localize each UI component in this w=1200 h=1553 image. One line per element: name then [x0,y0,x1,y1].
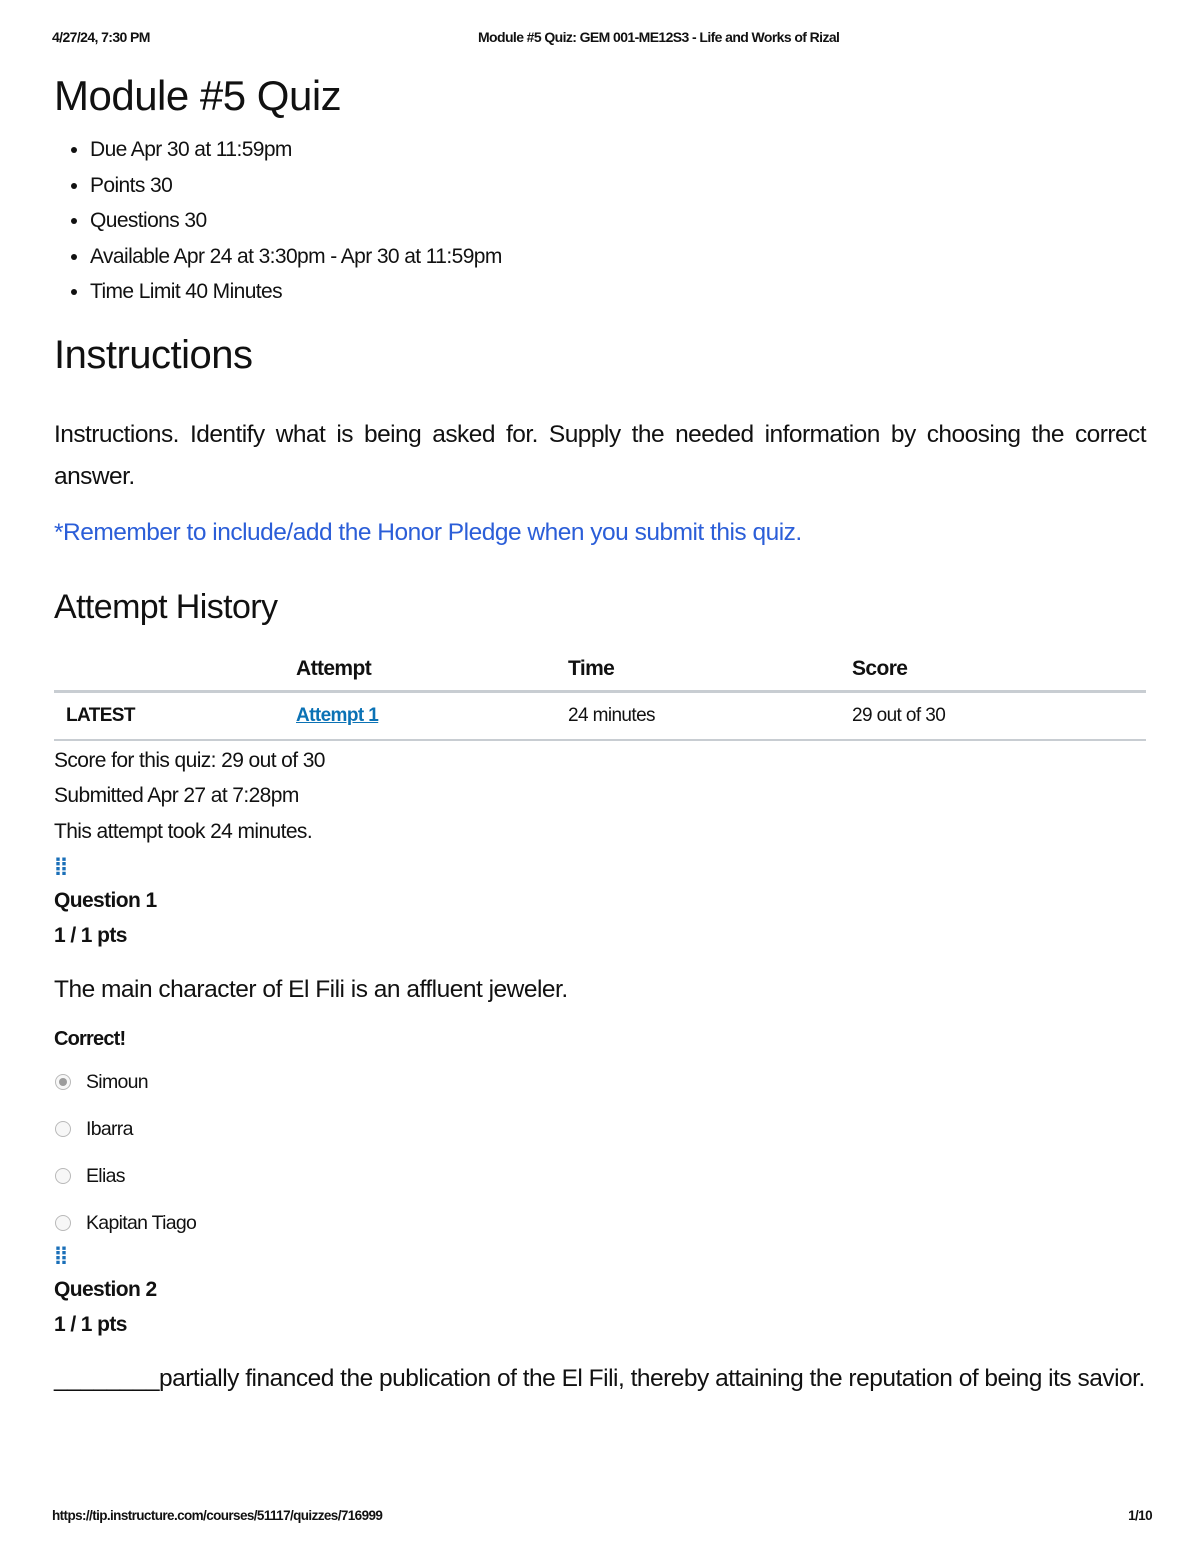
time-limit: • Time Limit 40 Minutes [90,274,1146,310]
print-header [52,29,1152,49]
question-title: Question 2 [54,1278,157,1301]
page-title: Module #5 Quiz [54,72,342,119]
question-title: Question 1 [54,889,157,912]
attempt-score: 29 out of 30 [852,691,1146,740]
quiz-summary [54,743,1146,850]
honor-pledge-note: *Remember to include/add the Honor Pledge when you submit this quiz. [54,518,802,546]
question-1 [54,853,1146,1238]
question-text: The main character of El Fili is an affluent jeweler. [54,976,568,1003]
table-header-row [54,649,1146,692]
radio-icon[interactable] [55,1215,71,1231]
points-total: • Points 30 [90,168,1146,204]
question-points: 1 / 1 pts [54,924,127,947]
correct-label: Correct! [54,1028,126,1050]
instructions-heading: Instructions [54,332,253,377]
quiz-details-list [54,132,1146,310]
quiz-content [54,70,1146,1400]
answer-option[interactable] [54,1208,1146,1238]
drag-handle-icon[interactable]: ⁞⁞ [54,854,66,881]
column-header-time: Time [568,649,852,692]
answer-option[interactable] [54,1067,1146,1097]
quiz-score: Score for this quiz: 29 out of 30 [54,748,325,772]
radio-icon[interactable] [55,1121,71,1137]
print-url: https://tip.instructure.com/courses/51117/quizzes/716999 [52,1508,383,1523]
question-2 [54,1242,1146,1400]
radio-selected-icon[interactable] [55,1074,71,1090]
attempt-status: LATEST [54,691,296,740]
column-header-score: Score [852,649,1146,692]
instructions-text: Instructions. Identify what is being asked for. Supply the needed information by choosing the correct answer. [54,420,1146,490]
answer-list [54,1067,1146,1238]
answer-label: Kapitan Tiago [86,1211,197,1234]
page-number: 1/10 [1128,1508,1152,1523]
attempt-cell [296,691,568,740]
drag-handle-icon[interactable]: ⁞⁞ [54,1243,66,1270]
question-text: ________partially financed the publication of the El Fili, thereby attaining the reputation of being its savior. [54,1365,1145,1392]
attempt-time: 24 minutes [568,691,852,740]
print-footer [52,1508,1152,1528]
due-date: • Due Apr 30 at 11:59pm [90,132,1146,168]
radio-icon[interactable] [55,1168,71,1184]
answer-label: Elias [86,1164,125,1187]
availability: • Available Apr 24 at 3:30pm - Apr 30 at 11:59pm [90,239,1146,275]
attempt-history-heading: Attempt History [54,587,278,626]
print-doc-title: Module #5 Quiz: GEM 001-ME12S3 - Life and Works of Rizal [478,29,840,45]
question-count: • Questions 30 [90,203,1146,239]
attempt-history-table [54,649,1146,741]
answer-label: Simoun [86,1070,148,1093]
attempt-duration: This attempt took 24 minutes. [54,819,313,843]
answer-label: Ibarra [86,1117,133,1140]
submitted-time: Submitted Apr 27 at 7:28pm [54,784,299,807]
table-row [54,691,1146,740]
column-header-status [54,649,296,692]
print-date: 4/27/24, 7:30 PM [52,29,150,45]
answer-option[interactable] [54,1161,1146,1191]
column-header-attempt: Attempt [296,649,568,692]
question-points: 1 / 1 pts [54,1313,127,1336]
attempt-link[interactable]: Attempt 1 [296,704,379,726]
answer-option[interactable] [54,1114,1146,1144]
